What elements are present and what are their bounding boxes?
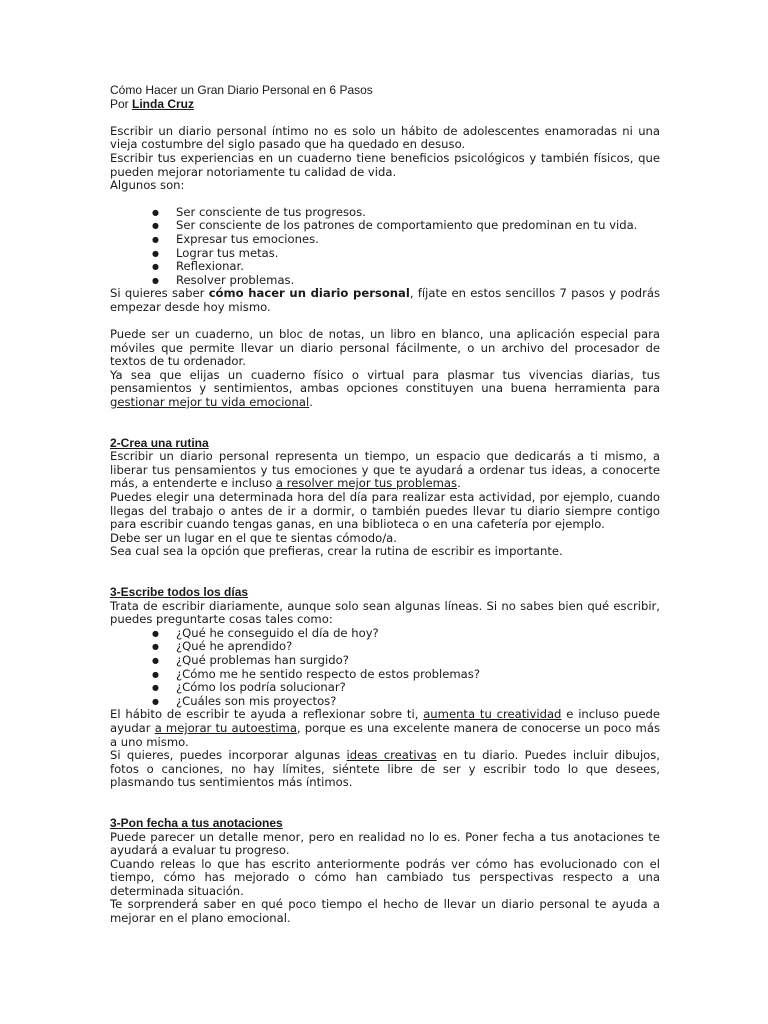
problems-link[interactable]: a resolver mejor tus problemas <box>275 476 458 491</box>
step3-paragraph-2 <box>110 708 660 749</box>
byline-prefix: Por <box>110 96 133 111</box>
text-run: Si quieres, puedes incorporar algunas <box>110 748 347 763</box>
byline <box>110 98 660 112</box>
step2-paragraph-3: Debe ser un lugar en el que te sientas cómodo/a. <box>110 530 397 545</box>
step1-paragraph-2 <box>110 369 660 410</box>
step3-paragraph-3 <box>110 749 660 790</box>
document-page <box>110 84 660 926</box>
list-item: ● ¿Qué he aprendido? <box>110 640 660 654</box>
emotional-life-link[interactable]: gestionar mejor tu vida emocional <box>110 395 310 410</box>
list-item: ● ¿Cómo me he sentido respecto de estos problemas? <box>110 668 660 682</box>
intro-paragraph-3: Algunos son: <box>110 178 185 193</box>
creative-ideas-link[interactable]: ideas creativas <box>346 748 437 763</box>
list-item: ● Resolver problemas. <box>110 274 660 288</box>
list-item: ● Ser consciente de tus progresos. <box>110 206 660 220</box>
creativity-link[interactable]: aumenta tu creatividad <box>423 707 562 722</box>
intro-paragraph-4 <box>110 287 660 314</box>
benefits-list <box>110 206 660 288</box>
step2-paragraph-4: Sea cual sea la opción que prefieras, crear la rutina de escribir es importante. <box>110 544 563 559</box>
list-item: ● ¿Qué problemas han surgido? <box>110 654 660 668</box>
step2-paragraph-1 <box>110 450 660 491</box>
section-heading-daily: 3-Escribe todos los días <box>110 585 249 599</box>
questions-list <box>110 627 660 709</box>
text-run: Ya sea que elijas un cuaderno físico o virtual para plasmar tus vivencias diarias, tus pensamientos y sentimientos, ambas opciones constituyen una buena herramienta para <box>110 367 660 396</box>
intro-paragraph-2: Escribir tus experiencias en un cuaderno tiene beneficios psicológicos y también físicos, que pueden mejorar notoriamente tu calidad de vida. <box>110 150 660 179</box>
self-esteem-link[interactable]: a mejorar tu autoestima <box>154 720 297 735</box>
step2-paragraph-2: Puedes elegir una determinada hora del día para realizar esta actividad, por ejemplo, cuando llegas del trabajo o antes de ir a dormir, o también puedes llevar tu diario siempre contigo para escribir cuando tengas ganas, en una biblioteca o en una cafetería por ejemplo. <box>110 490 660 532</box>
list-item: ● Reflexionar. <box>110 260 660 274</box>
list-item: ● ¿Cuáles son mis proyectos? <box>110 695 660 709</box>
list-item: ● ¿Qué he conseguido el día de hoy? <box>110 627 660 641</box>
text-run: , porque es una excelente manera de conocerse un poco más a uno mismo. <box>110 720 660 749</box>
intro-paragraph-1: Escribir un diario personal íntimo no es solo un hábito de adolescentes enamoradas ni una vieja costumbre del siglo pasado que ha quedado en desuso. <box>110 123 660 152</box>
step4-paragraph-3: Te sorprenderá saber en qué poco tiempo el hecho de llevar un diario personal te ayuda a mejorar en el plano emocional. <box>110 897 660 926</box>
section-heading-routine: 2-Crea una rutina <box>110 435 209 450</box>
text-run: e incluso puede ayudar <box>110 707 660 735</box>
section-heading-date: 3-Pon fecha a tus anotaciones <box>110 815 283 830</box>
list-item: ● Expresar tus emociones. <box>110 233 660 247</box>
text-run: . <box>309 395 313 410</box>
list-item: ● Lograr tus metas. <box>110 247 660 261</box>
step4-paragraph-2: Cuando releas lo que has escrito anteriormente podrás ver cómo has evolucionado con el tiempo, cómo has mejorado o cómo han cambiado tus perspectivas respecto a una determinada situación. <box>110 856 660 898</box>
step1-paragraph-1: Puede ser un cuaderno, un bloc de notas, un libro en blanco, una aplicación especial para móviles que permite llevar un diario personal fácilmente, o un archivo del procesador de textos de tu ordenador. <box>110 327 660 369</box>
author-link[interactable]: Linda Cruz <box>132 96 195 111</box>
text-run: El hábito de escribir te ayuda a reflexionar sobre ti, <box>110 707 424 722</box>
text-run: Si quieres saber <box>110 286 209 301</box>
text-run: , fíjate en estos sencillos 7 pasos y podrás empezar desde hoy mismo. <box>110 286 660 314</box>
list-item: ● ¿Cómo los podría solucionar? <box>110 681 660 695</box>
text-run: en tu diario. Puedes incluir dibujos, fotos o canciones, no hay límites, siéntete libre de ser y escribir todo lo que desees, plasmando tus sentimientos más íntimos. <box>110 748 660 790</box>
bold-phrase: cómo hacer un diario personal <box>208 286 410 301</box>
text-run: Escribir un diario personal representa un tiempo, un espacio que dedicarás a ti mismo, a liberar tus pensamientos y tus emociones y que te ayudará a ordenar tus ideas, a conocerte más, a entenderte e incluso <box>110 449 660 491</box>
text-run: . <box>457 476 461 491</box>
step3-paragraph-1: Trata de escribir diariamente, aunque solo sean algunas líneas. Si no sabes bien qué escribir, puedes preguntarte cosas tales como: <box>110 598 660 627</box>
document-title: Cómo Hacer un Gran Diario Personal en 6 Pasos <box>110 83 373 97</box>
step4-paragraph-1: Puede parecer un detalle menor, pero en realidad no lo es. Poner fecha a tus anotaciones te ayudará a evaluar tu progreso. <box>110 829 660 858</box>
list-item: ● Ser consciente de los patrones de comportamiento que predominan en tu vida. <box>110 219 660 233</box>
